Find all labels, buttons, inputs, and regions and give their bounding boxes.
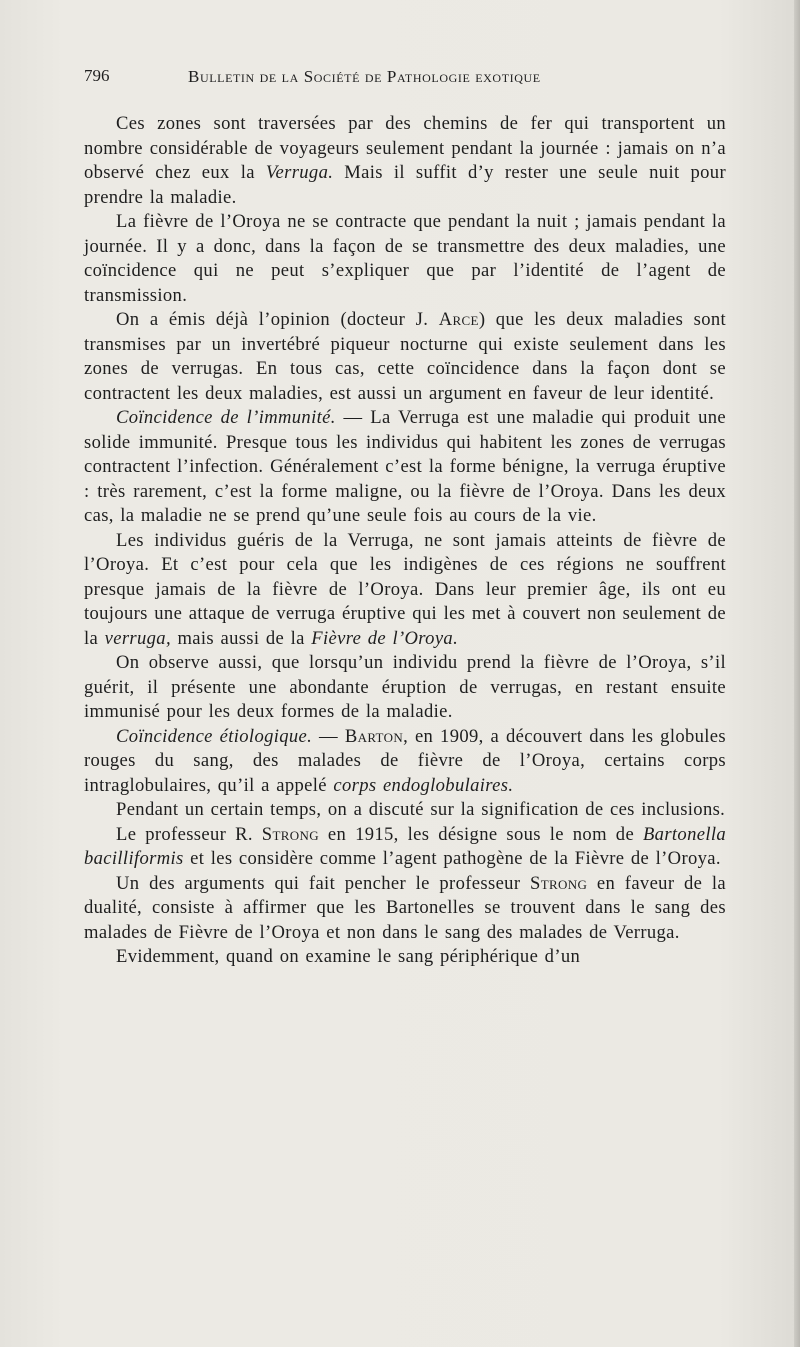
paragraph-11: Evidemment, quand on examine le sang périphérique d’un [116, 946, 581, 967]
italic-term: Bartonella bacilliformis [84, 823, 727, 869]
running-title: Bulletin de la Société de Pathologie exotique [188, 67, 541, 86]
page-edge [794, 0, 800, 1347]
italic-term: corps endoglobulaires. [333, 774, 514, 796]
italic-term: Verruga. [265, 162, 334, 183]
article-body [84, 112, 726, 970]
author-name: Barton [344, 725, 404, 747]
author-name: Strong [530, 872, 588, 894]
paragraph-8: Pendant un certain temps, on a discuté sur la signification de ces inclusions. [116, 799, 726, 820]
paragraph-10: Un des arguments qui fait pencher le professeur Strong en faveur de la dualité, consiste à affirmer que les Bartonelles se trouvent dans le sang des malades de Fièvre de l’Oroya et non dans le sang des malades de Verruga. [84, 872, 727, 943]
section-heading: Coïncidence de l’immunité. [116, 407, 336, 428]
author-name: Arce [438, 309, 479, 330]
italic-term: Fièvre de l’Oroya. [311, 627, 459, 649]
paragraph-3: On a émis déjà l’opinion (docteur J. Arce) que les deux maladies sont transmises par un invertébré piqueur nocturne qui existe seulement dans les zones de verrugas. En tous cas, cette coïncidence dans la façon dont se contractent les deux maladies, est aussi un argument en faveur de leur identité. [84, 309, 726, 404]
paragraph-6: On observe aussi, que lorsqu’un individu prend la fièvre de l’Oroya, s’il guérit, il présente une abondante éruption de verrugas, en restant ensuite immunisé pour les deux formes de la maladie. [84, 652, 726, 722]
paragraph-7: Coïncidence étiologique. — Barton, en 1909, a découvert dans les globules rouges du sang, des malades de fièvre de l’Oroya, certains corps intraglobulaires, qu’il a appelé corps endoglobulaires. [84, 725, 726, 796]
italic-term: verruga, [104, 627, 171, 649]
paragraph-2: La fièvre de l’Oroya ne se contracte que pendant la nuit ; jamais pendant la journée. Il y a donc, dans la façon de se transmettre des deux maladies, une coïncidence qui ne peut s’expliquer que par l’identité de l’agent de transmission. [84, 211, 726, 306]
paragraph-4: Coïncidence de l’immunité. — La Verruga est une maladie qui produit une solide immunité. Presque tous les individus qui habitent les zones de verrugas contractent l’infection. Généralement c’est la forme bénigne, la verruga éruptive : très rarement, c’est la forme maligne, ou la fièvre de l’Oroya. Dans les deux cas, la maladie ne se prend qu’une seule fois au cours de la vie. [84, 407, 726, 526]
author-name: Strong [261, 823, 319, 845]
page-header [84, 66, 644, 92]
page-number: 796 [84, 66, 110, 85]
paragraph-5: Les individus guéris de la Verruga, ne sont jamais atteints de fièvre de l’Oroya. Et c’est pour cela que les indigènes de ces régions ne souffrent presque jamais de la fièvre de l’Oroya. Dans leur premier âge, ils ont eu toujours une attaque de verruga éruptive qui les met à couvert non seulement de la verruga, mais aussi de la Fièvre de l’Oroya. [84, 529, 726, 649]
paragraph-1: Ces zones sont traversées par des chemins de fer qui transportent un nombre considérable de voyageurs seulement pendant la journée : jamais on n’a observé chez eux la Verruga. Mais il suffit d’y rester une seule nuit pour prendre la maladie. [84, 113, 726, 208]
section-heading: Coïncidence étiologique. [116, 725, 313, 747]
paragraph-9: Le professeur R. Strong en 1915, les désigne sous le nom de Bartonella bacilliformis et les considère comme l’agent pathogène de la Fièvre de l’Oroya. [84, 823, 727, 869]
